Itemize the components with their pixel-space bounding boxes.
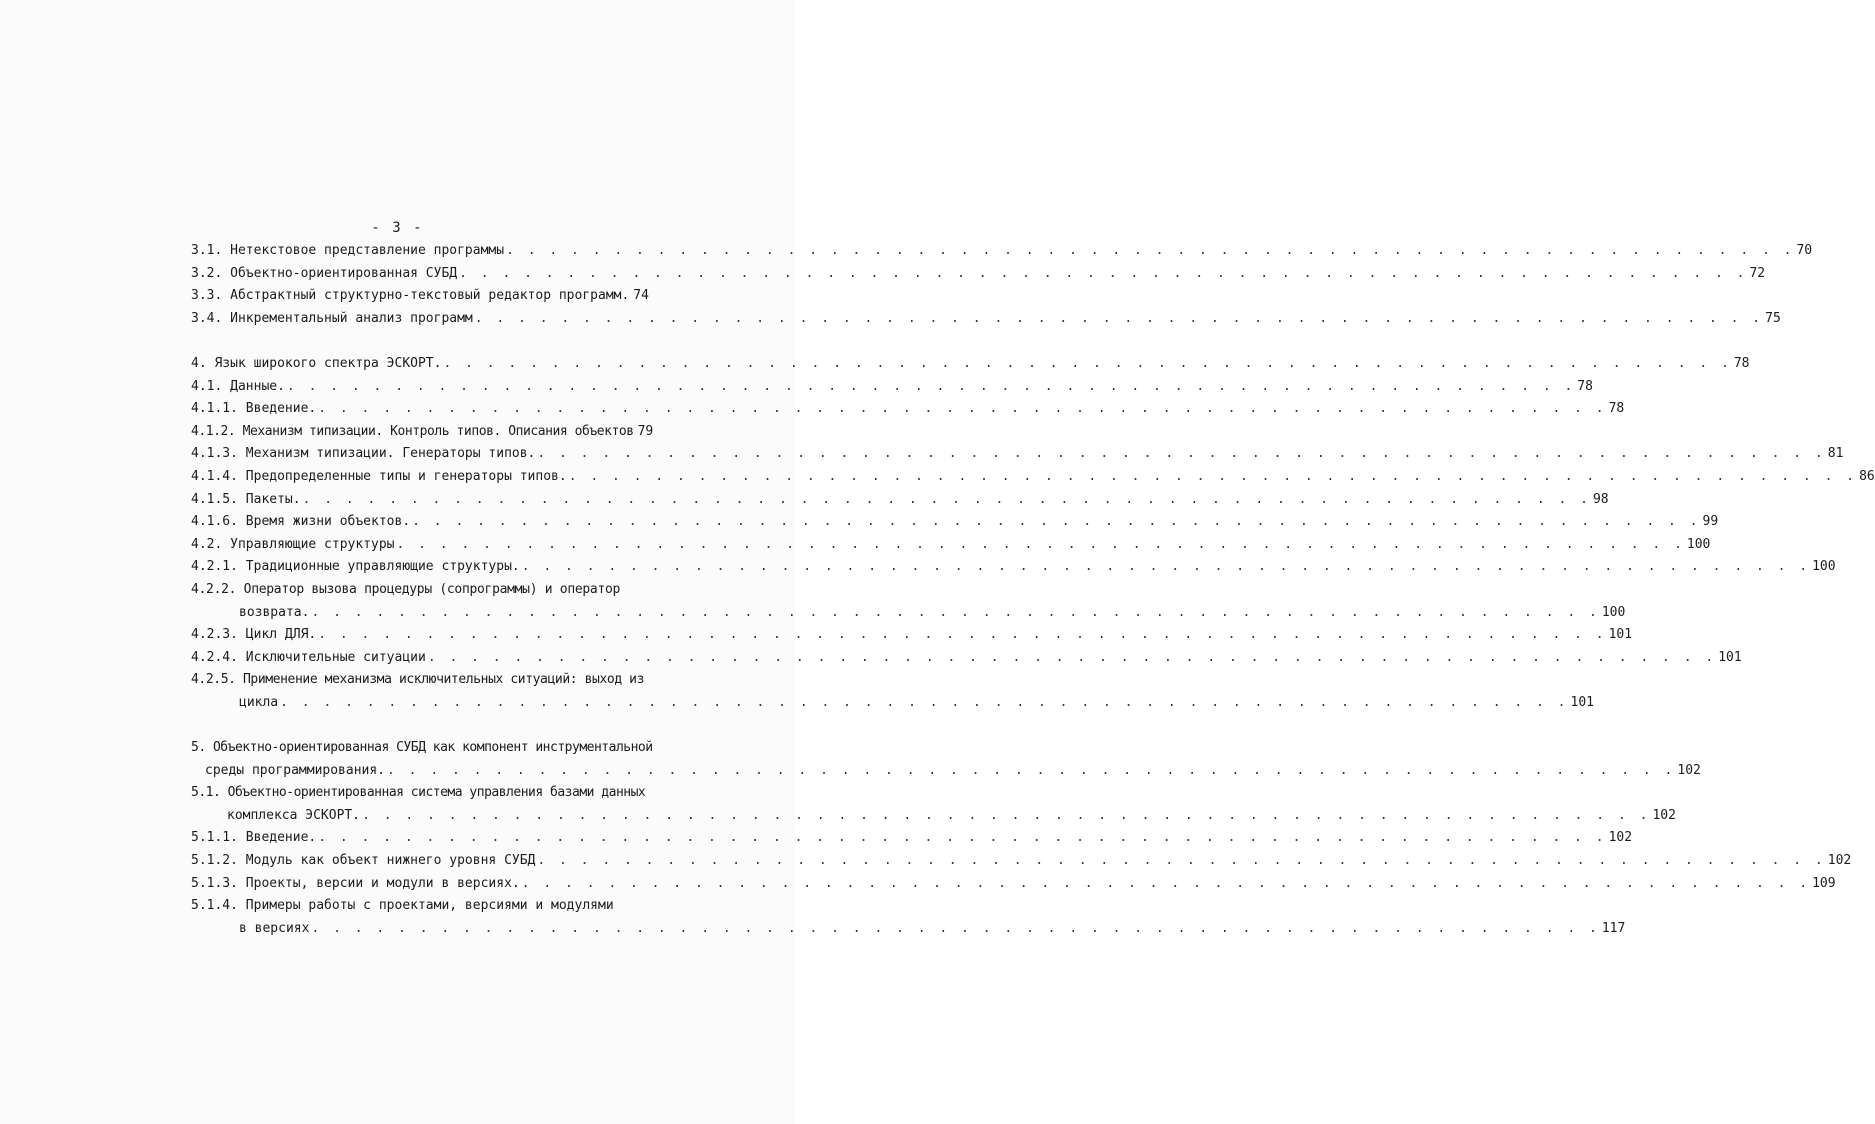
leader-dots: . . . . . . . . . . . . . . . . . . . . . . . . . . . . . . . . . . . . . . . . . . . . . . . . . . . . . . . . . . . . — [506, 243, 1795, 258]
section-gap — [191, 330, 631, 353]
leader-dots: . . . . . . . . . . . . . . . . . . . . . . . . . . . . . . . . . . . . . . . . . . . . . . . . . . . . . . . . . . . . — [537, 446, 1826, 462]
toc-entry-page: 79 — [637, 423, 654, 439]
toc-entry-page: 102 — [1652, 807, 1676, 823]
toc-entry-page: 86 — [1859, 468, 1875, 484]
toc-entry-page: 100 — [1601, 604, 1626, 620]
toc-entry-title: 4.1.1. Введение. — [191, 401, 317, 417]
toc-entry — [191, 647, 1742, 670]
toc-entry-title: 3.3. Абстрактный структурно-текстовый редактор программ. — [191, 288, 630, 304]
toc-entry-title: 4.2.4. Исключительные ситуации — [191, 649, 426, 665]
toc-entry-page: 78 — [1608, 401, 1625, 417]
leader-dots: . . . . . . . . . . . . . . . . . . . . . . . . . . . . . . . . . . . . . . . . . . . . . . . . . . . . . . . . . . . . — [412, 514, 1701, 530]
leader-dots: . . . . . . . . . . . . . . . . . . . . . . . . . . . . . . . . . . . . . . . . . . . . . . . . . . . . . . . . . . . . — [387, 762, 1676, 778]
toc-entry-page: 99 — [1702, 514, 1719, 530]
toc-entry-page: 100 — [1812, 559, 1836, 575]
toc-entry-page: 81 — [1827, 446, 1844, 462]
toc-entry-page: 101 — [1718, 649, 1742, 665]
toc-entry — [191, 511, 1719, 534]
leader-dots: . . . . . . . . . . . . . . . . . . . . . . . . . . . . . . . . . . . . . . . . . . . . . . . . . . . . . . . . . . . . — [286, 378, 1576, 394]
toc-entry — [191, 263, 1766, 286]
toc-entry-page: 117 — [1601, 920, 1626, 936]
toc-entry — [191, 285, 649, 308]
toc-entry — [191, 308, 1781, 331]
toc-entry-title: 4.2.5. Применение механизма исключительных ситуаций: выход из — [191, 672, 645, 688]
toc-entry — [191, 782, 1676, 827]
toc-entry-title-continued: возврата. — [239, 604, 310, 620]
toc-entry-title: 4.2.1. Традиционные управляющие структуры. — [191, 559, 520, 575]
toc-entry — [191, 737, 1701, 782]
leader-dots: . . . . . . . . . . . . . . . . . . . . . . . . . . . . . . . . . . . . . . . . . . . . . . . . . . . . . . . . . . . . — [311, 920, 1600, 936]
toc-entry-title: 3.4. Инкрементальный анализ программ — [191, 310, 473, 326]
toc-entry-title: 4.2.3. Цикл ДЛЯ. — [191, 627, 317, 643]
leader-dots: . . . . . . . . . . . . . . . . . . . . . . . . . . . . . . . . . . . . . . . . . . . . . . . . . . . . . . . . . . . . — [521, 875, 1811, 891]
toc-entry-title: 5.1. Объектно-ориентированная система управления базами данных — [191, 785, 646, 801]
toc-entry — [191, 353, 1750, 376]
toc-entry-title-continued: среды программирования. — [205, 762, 386, 778]
leader-dots: . . . . . . . . . . . . . . . . . . . . . . . . . . . . . . . . . . . . . . . . . . . . . . . . . . . . . . . . . . . . — [302, 491, 1591, 507]
toc-entry-title: 5.1.3. Проекты, версии и модули в версиях. — [191, 875, 520, 891]
toc-entry — [191, 624, 1633, 647]
toc-entry-title: 4.1.2. Механизм типизации. Контроль типов. Описания объектов — [191, 423, 634, 439]
toc-entry-title-continued: цикла — [239, 694, 279, 710]
toc-entry-page: 70 — [1796, 243, 1813, 258]
toc-entry-page: 102 — [1608, 830, 1633, 846]
toc-entry — [191, 421, 654, 444]
toc-entry — [191, 895, 1626, 940]
toc-entry — [191, 873, 1836, 896]
toc-entry-title: 5. Объектно-ориентированная СУБД как компонент инструментальной — [191, 740, 653, 756]
leader-dots: . . . . . . . . . . . . . . . . . . . . . . . . . . . . . . . . . . . . . . . . . . . . . . . . . . . . . . . . . . . . — [459, 265, 1748, 281]
leader-dots: . . . . . . . . . . . . . . . . . . . . . . . . . . . . . . . . . . . . . . . . . . . . . . . . . . . . . . . . . . . . — [427, 649, 1717, 665]
toc-entry-title: 4.1. Данные. — [191, 378, 285, 394]
toc-entry-page: 101 — [1608, 627, 1633, 643]
leader-dots: . . . . . . . . . . . . . . . . . . . . . . . . . . . . . . . . . . . . . . . . . . . . . . . . . . . . . . . . . . . . — [443, 355, 1732, 371]
toc-entry-title-continued: комплекса ЭСКОРТ. — [227, 807, 361, 823]
leader-dots: . . . . . . . . . . . . . . . . . . . . . . . . . . . . . . . . . . . . . . . . . . . . . . . . . . . . . . . . . . . . — [396, 536, 1685, 552]
toc-entry-page: 101 — [1570, 694, 1594, 710]
toc-entry-title: 4.1.4. Предопределенные типы и генераторы типов. — [191, 468, 567, 484]
toc-entry-page: 72 — [1749, 265, 1766, 281]
toc-entry-page: 75 — [1765, 310, 1781, 326]
page-number: - 3 - — [371, 220, 424, 236]
toc-entry-page: 102 — [1677, 762, 1701, 778]
toc-entry-page: 98 — [1592, 491, 1609, 507]
leader-dots: . . . . . . . . . . . . . . . . . . . . . . . . . . . . . . . . . . . . . . . . . . . . . . . . . . . . . . . . . . . . — [280, 694, 1569, 710]
toc-entry — [191, 489, 1609, 512]
leader-dots: . . . . . . . . . . . . . . . . . . . . . . . . . . . . . . . . . . . . . . . . . . . . . . . . . . . . . . . . . . . . — [568, 468, 1858, 484]
leader-dots: . . . . . . . . . . . . . . . . . . . . . . . . . . . . . . . . . . . . . . . . . . . . . . . . . . . . . . . . . . . . — [318, 627, 1607, 643]
leader-dots: . . . . . . . . . . . . . . . . . . . . . . . . . . . . . . . . . . . . . . . . . . . . . . . . . . . . . . . . . . . . — [318, 401, 1607, 417]
toc-entry-title: 4.1.5. Пакеты. — [191, 491, 301, 507]
toc-entry-title: 5.1.2. Модуль как объект нижнего уровня СУБД — [191, 853, 536, 869]
toc-entry-title: 4.2. Управляющие структуры — [191, 536, 395, 552]
toc-entry-title: 4. Язык широкого спектра ЭСКОРТ. — [191, 355, 442, 371]
leader-dots: . . . . . . . . . . . . . . . . . . . . . . . . . . . . . . . . . . . . . . . . . . . . . . . . . . . . . . . . . . . . — [362, 807, 1651, 823]
section-gap — [191, 714, 631, 737]
toc-entry-title-continued: в версиях — [239, 920, 310, 936]
toc-entry — [191, 466, 1875, 489]
toc-entry-page: 78 — [1733, 355, 1750, 371]
toc-entry — [191, 376, 1593, 399]
leader-dots: . . . . . . . . . . . . . . . . . . . . . . . . . . . . . . . . . . . . . . . . . . . . . . . . . . . . . . . . . . . . — [537, 853, 1826, 869]
leader-dots: . . . . . . . . . . . . . . . . . . . . . . . . . . . . . . . . . . . . . . . . . . . . . . . . . . . . . . . . . . . . — [521, 559, 1811, 575]
toc-entry — [191, 556, 1836, 579]
leader-dots: . . . . . . . . . . . . . . . . . . . . . . . . . . . . . . . . . . . . . . . . . . . . . . . . . . . . . . . . . . . . — [311, 604, 1600, 620]
toc-entry — [191, 827, 1633, 850]
toc-entry-title: 4.1.6. Время жизни объектов. — [191, 514, 411, 530]
toc-entry-title: 5.1.4. Примеры работы с проектами, версиями и модулями — [191, 898, 614, 914]
toc-entry-page: 109 — [1812, 875, 1836, 891]
toc-entry-page: 78 — [1577, 378, 1593, 394]
toc-entry — [191, 579, 1626, 624]
toc-entry — [191, 534, 1711, 557]
toc-entry-page: 74 — [633, 288, 649, 304]
leader-dots: . . . . . . . . . . . . . . . . . . . . . . . . . . . . . . . . . . . . . . . . . . . . . . . . . . . . . . . . . . . . — [318, 830, 1607, 846]
toc-entry-title: 3.1. Нетекстовое представление программы — [191, 243, 505, 258]
leader-dots: . . . . . . . . . . . . . . . . . . . . . . . . . . . . . . . . . . . . . . . . . . . . . . . . . . . . . . . . . . . . — [474, 310, 1764, 326]
toc-entry — [191, 443, 1844, 466]
table-of-contents — [191, 240, 1875, 940]
toc-entry-title: 4.2.2. Оператор вызова процедуры (сопрограммы) и оператор — [191, 581, 621, 597]
toc-entry-title: 5.1.1. Введение. — [191, 830, 317, 846]
toc-entry — [191, 398, 1625, 421]
toc-entry-title: 4.1.3. Механизм типизации. Генераторы типов. — [191, 446, 536, 462]
toc-entry-page: 102 — [1827, 853, 1852, 869]
toc-entry — [191, 240, 1813, 263]
toc-entry — [191, 850, 1852, 873]
toc-entry-page: 100 — [1686, 536, 1711, 552]
toc-entry — [191, 669, 1594, 714]
toc-entry-title: 3.2. Объектно-ориентированная СУБД — [191, 265, 458, 281]
